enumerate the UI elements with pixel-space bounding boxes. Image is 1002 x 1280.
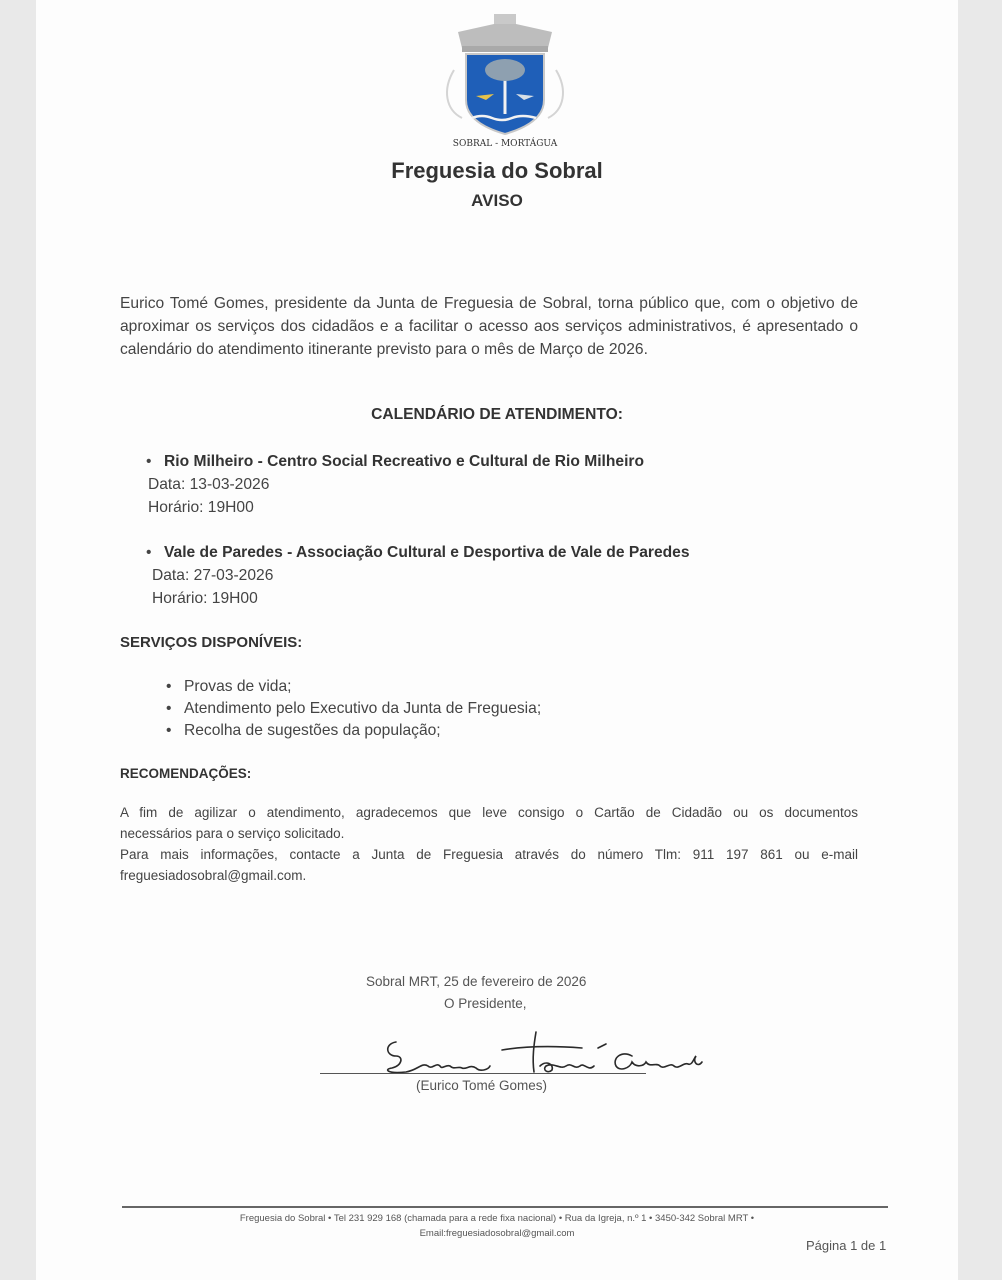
service-item: • Provas de vida; — [166, 676, 541, 698]
page-title: Freguesia do Sobral — [391, 158, 603, 183]
footer-divider — [122, 1206, 888, 1208]
bullet-icon: • — [146, 544, 152, 561]
email-link[interactable]: freguesiadosobral@gmail.com. — [120, 868, 307, 883]
recommendations-heading: RECOMENDAÇÕES: — [120, 766, 252, 781]
intro-paragraph: Eurico Tomé Gomes, presidente da Junta de Freguesia de Sobral, torna público que, com o objetivo de aproximar os serviços dos cidadãos e a facilitar o acesso aos serviços administrativos, é apresentado o calendário do atendimento itinerante previsto para o mês de Março de 2026. — [120, 295, 858, 358]
calendar-entry-date: Data: 13-03-2026 — [148, 476, 270, 493]
page-number: Página 1 de 1 — [806, 1238, 887, 1253]
bullet-icon: • — [146, 453, 152, 470]
svg-text:SOBRAL - MORTÁGUA: SOBRAL - MORTÁGUA — [452, 139, 558, 149]
calendar-entry-name: Vale de Paredes - Associação Cultural e Desportiva de Vale de Paredes — [164, 544, 690, 561]
service-item: • Recolha de sugestões da população; — [166, 720, 541, 742]
bullet-icon: • — [166, 700, 172, 717]
bullet-icon: • — [166, 678, 172, 695]
coat-of-arms-logo — [436, 10, 574, 150]
recommendations-text: A fim de agilizar o atendimento, agradecemos que leve consigo o Cartão de Cidadão ou os documentos necessários para o serviço solicitado. Para mais informações, contacte a Junta de Freguesia através do número Tlm: 911 197 861 ou e-mail freguesiadosobral@gmail.com. — [120, 802, 858, 886]
signature-line — [320, 1073, 646, 1074]
footer-contact: Freguesia do Sobral • Tel 231 929 168 (chamada para a rede fixa nacional) • Rua da Igreja, n.º 1 • 3450-342 Sobral MRT • Email:freguesiadosobral@gmail.com — [36, 1211, 958, 1241]
handwritten-signature — [376, 1026, 706, 1078]
calendar-heading: CALENDÁRIO DE ATENDIMENTO: — [371, 406, 623, 423]
footer-email[interactable]: Email:freguesiadosobral@gmail.com — [419, 1228, 575, 1239]
bullet-icon: • — [166, 722, 172, 739]
page-subtitle: AVISO — [471, 191, 523, 210]
document-page — [36, 0, 958, 1280]
service-item: • Atendimento pelo Executivo da Junta de Freguesia; — [166, 698, 541, 720]
calendar-entry-name: Rio Milheiro - Centro Social Recreativo e Cultural de Rio Milheiro — [164, 453, 645, 470]
calendar-entry-time: Horário: 19H00 — [152, 590, 258, 607]
calendar-entry — [146, 450, 644, 519]
services-list — [166, 676, 541, 742]
services-heading: SERVIÇOS DISPONÍVEIS: — [120, 634, 303, 651]
calendar-entry-date: Data: 27-03-2026 — [152, 567, 274, 584]
calendar-entry — [146, 541, 690, 610]
signer-role: O Presidente, — [444, 996, 527, 1011]
signer-name: (Eurico Tomé Gomes) — [416, 1078, 548, 1093]
place-date: Sobral MRT, 25 de fevereiro de 2026 — [366, 974, 587, 989]
calendar-entry-time: Horário: 19H00 — [148, 499, 254, 516]
